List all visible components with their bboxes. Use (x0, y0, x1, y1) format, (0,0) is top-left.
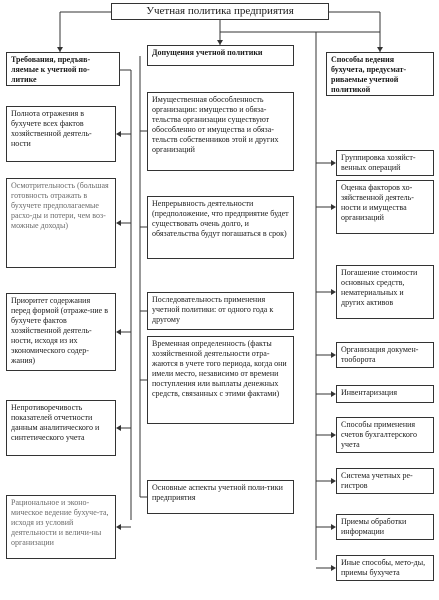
diagram-title: Учетная политика предприятия (111, 3, 329, 20)
right-item-4: Организация докумен-тооборота (336, 342, 434, 368)
right-column-header: Способы ведения бухучета, предусмат-риваемые учетной политикой (326, 52, 434, 96)
right-item-6: Способы применения счетов бухгалтерского учета (336, 417, 434, 453)
left-item-5: Рациональное и эконо-мическое ведение бухуче-та, исходя из условий деятельности и величи-ны организации (6, 495, 116, 559)
left-column-header: Требования, предъяв-ляемые к учетной по-литике (6, 52, 120, 86)
left-item-4: Непротиворечивость показателей отчетности данным аналитического и синтетического учета (6, 400, 116, 456)
right-item-8: Приемы обработки информации (336, 514, 434, 540)
middle-item-1: Имущественная обособленность организации: имущество и обяза-тельства организации существуют обособленно от имущества и обяза-тельств собственников этой и других организаций (147, 92, 294, 171)
connector-arrowhead (116, 524, 121, 530)
connector-arrowhead (116, 425, 121, 431)
left-item-1: Полнота отражения в бухучете всех фактов хозяйственной деятель-ности (6, 106, 116, 162)
left-item-3: Приоритет содержания перед формой (отраже-ние в бухучете фактов хозяйственной деятель-ности, исходя из их экономического содер-жания) (6, 293, 116, 371)
middle-item-5: Основные аспекты учетной поли-тики предприятия (147, 480, 294, 514)
connector-arrowhead (116, 329, 121, 335)
right-item-9: Иные способы, мето-ды, приемы бухучета (336, 555, 434, 581)
right-item-2: Оценка факторов хо-зяйственной деятель-ности и имущества организаций (336, 180, 434, 234)
middle-item-4: Временная определенность (факты хозяйственной деятельности отра-жаются в учете того периода, когда они имели место, независимо от времени поступления или выплаты денежных средств, связанных с этими фактами) (147, 336, 294, 424)
left-item-2: Осмотрительность (большая готовность отражать в бухучете предполагаемые расхо-ды и потери, чем воз-можные доходы) (6, 178, 116, 268)
connector-arrowhead (116, 131, 121, 137)
middle-item-3: Последовательность применения учетной политики: от одного года к другому (147, 292, 294, 330)
middle-column-header: Допущения учетной политики (147, 45, 294, 66)
connector-arrowhead (116, 220, 121, 226)
right-item-1: Группировка хозяйст-венных операций (336, 150, 434, 176)
right-item-3: Погашение стоимости основных средств, нематериальных и других активов (336, 265, 434, 319)
middle-item-2: Непрерывность деятельности (предположение, что предприятие будет существовать очень долго, и обязательства будут погашаться в срок) (147, 196, 294, 259)
right-item-5: Инвентаризация (336, 385, 434, 403)
right-item-7: Система учетных ре-гистров (336, 468, 434, 494)
